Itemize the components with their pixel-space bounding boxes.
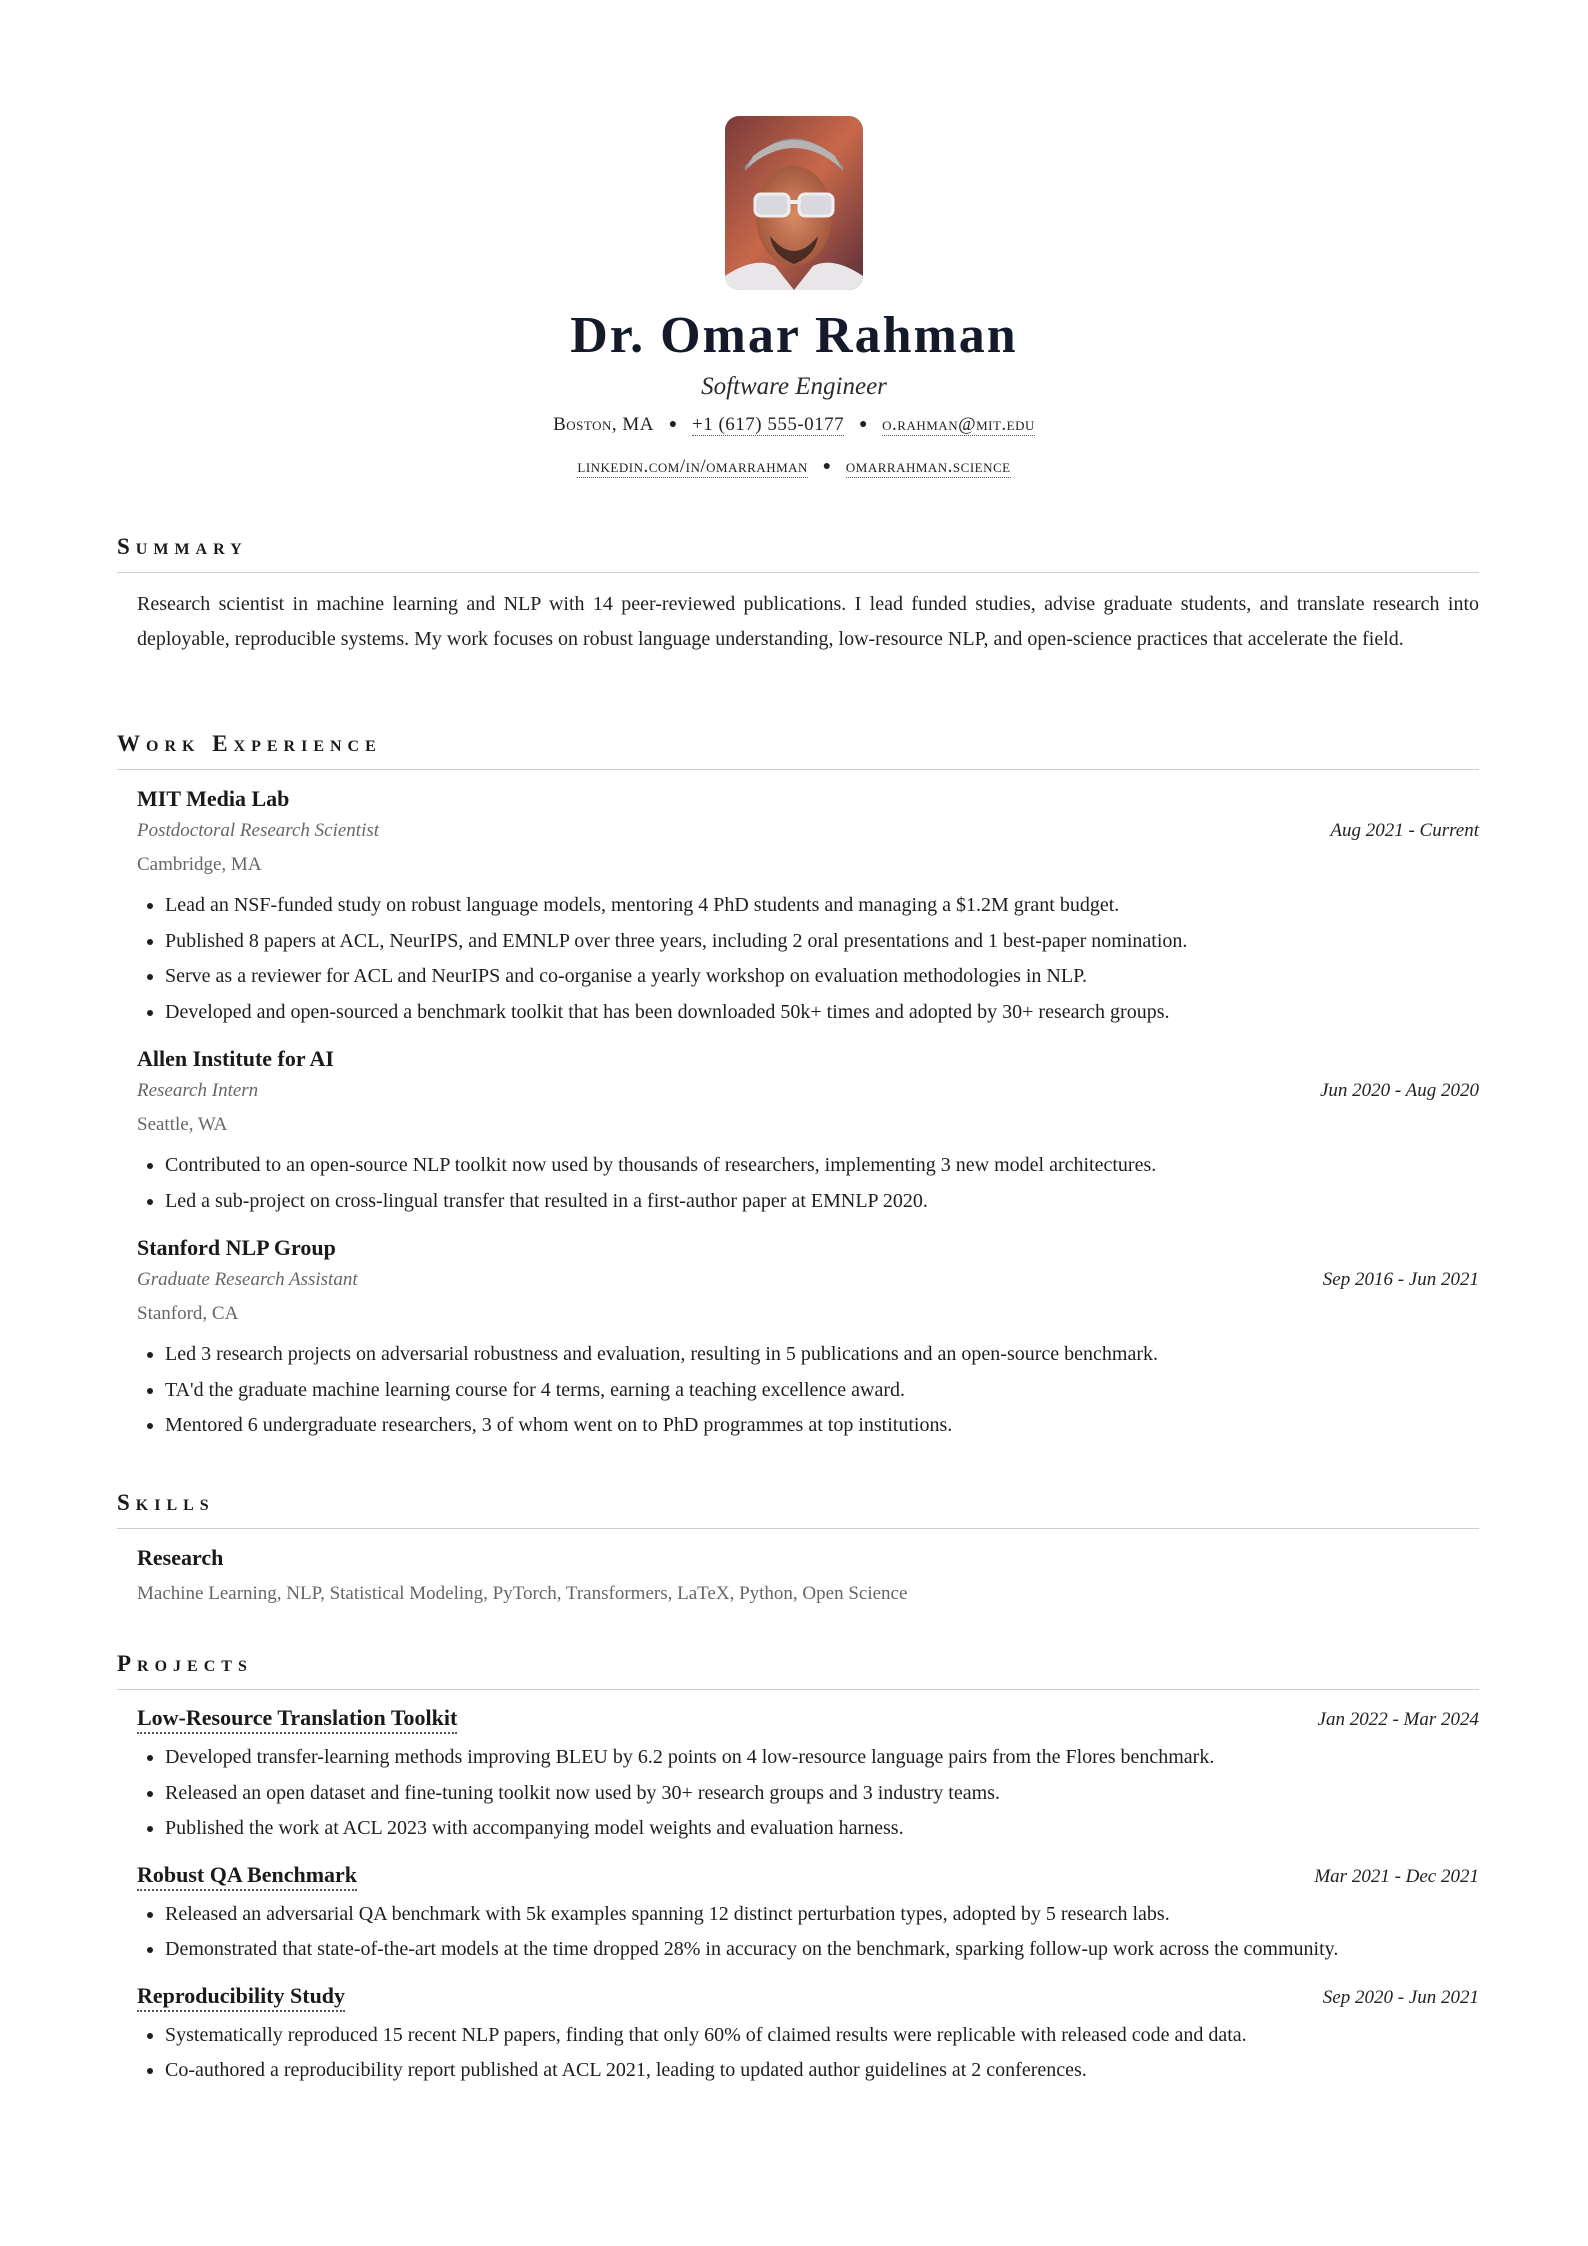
skill-list: Machine Learning, NLP, Statistical Modeling, PyTorch, Transformers, LaTeX, Python, Open Science (137, 1583, 908, 1604)
projects-list (117, 1704, 1479, 2089)
project-entry (137, 1861, 1479, 1968)
project-name-link[interactable]: Low-Resource Translation Toolkit (137, 1704, 457, 1734)
job-location: Cambridge, MA (137, 854, 262, 875)
job-entry (137, 1233, 1479, 1444)
skills-section (117, 1490, 1479, 1609)
project-bullets (137, 1740, 1479, 1847)
bullet-item: • Lead an NSF-funded study on robust language models, mentoring 4 PhD students and managing a $1.2M grant budget. (165, 888, 1479, 924)
bullet-item: • Serve as a reviewer for ACL and NeurIPS and co-organise a yearly workshop on evaluation methodologies in NLP. (165, 959, 1479, 995)
bullet-item: • Released an adversarial QA benchmark with 5k examples spanning 12 distinct perturbation types, adopted by 5 research labs. (165, 1897, 1479, 1933)
project-entry (137, 1982, 1479, 2089)
project-entry (137, 1704, 1479, 1847)
bullet-item: • Co-authored a reproducibility report published at ACL 2021, leading to updated author guidelines at 2 conferences. (165, 2053, 1479, 2089)
section-heading: Work Experience (117, 731, 1479, 770)
bullet-item: • Published 8 papers at ACL, NeurIPS, and EMNLP over three years, including 2 oral presentations and 1 best-paper nomination. (165, 924, 1479, 960)
bullet-item: • Led 3 research projects on adversarial robustness and evaluation, resulting in 5 publications and an open-source benchmark. (165, 1337, 1479, 1373)
project-name-link[interactable]: Robust QA Benchmark (137, 1861, 357, 1891)
section-heading: Summary (117, 534, 1479, 573)
job-location: Seattle, WA (137, 1114, 228, 1135)
job-entry (137, 784, 1479, 1030)
job-date: Aug 2021 - Current (1330, 820, 1479, 841)
section-heading: Skills (117, 1490, 1479, 1529)
bullet-item: • Developed transfer-learning methods improving BLEU by 6.2 points on 4 low-resource language pairs from the Flores benchmark. (165, 1740, 1479, 1776)
project-date: Jan 2022 - Mar 2024 (1317, 1709, 1479, 1730)
project-date: Mar 2021 - Dec 2021 (1314, 1865, 1479, 1887)
separator-dot: ● (822, 459, 832, 474)
location: Boston, MA (553, 414, 655, 435)
bullet-item: • Led a sub-project on cross-lingual transfer that resulted in a first-author paper at EMNLP 2020. (165, 1184, 1479, 1220)
job-date: Jun 2020 - Aug 2020 (1319, 1080, 1479, 1101)
job-role: Graduate Research Assistant (137, 1269, 358, 1290)
job-company: MIT Media Lab (137, 786, 290, 811)
bullet-item: • Published the work at ACL 2023 with accompanying model weights and evaluation harness. (165, 1811, 1479, 1847)
project-bullets (137, 2018, 1479, 2089)
separator-dot: ● (858, 417, 868, 432)
job-role: Research Intern (137, 1080, 259, 1101)
bullet-item: • Mentored 6 undergraduate researchers, 3 of whom went on to PhD programmes at top institutions. (165, 1408, 1479, 1444)
project-bullets (137, 1897, 1479, 1968)
bullet-item: • Released an open dataset and fine-tuning toolkit now used by 30+ research groups and 3 industry teams. (165, 1776, 1479, 1812)
job-location: Stanford, CA (137, 1303, 239, 1324)
job-bullets (137, 1148, 1479, 1219)
project-date: Sep 2020 - Jun 2021 (1322, 1986, 1479, 2008)
jobs-list (117, 784, 1479, 1444)
bullet-item: • Systematically reproduced 15 recent NLP papers, finding that only 60% of claimed results were replicable with released code and data. (165, 2018, 1479, 2054)
bullet-item: • Contributed to an open-source NLP toolkit now used by thousands of researchers, implementing 3 new model architectures. (165, 1148, 1479, 1184)
job-bullets (137, 888, 1479, 1030)
resume-header (0, 0, 1588, 482)
job-bullets (137, 1337, 1479, 1444)
phone-link[interactable]: +1 (617) 555-0177 (691, 414, 845, 435)
skill-category: Research (137, 1545, 224, 1570)
project-name-link[interactable]: Reproducibility Study (137, 1982, 345, 2012)
job-date: Sep 2016 - Jun 2021 (1322, 1269, 1479, 1290)
bullet-item: • TA'd the graduate machine learning course for 4 terms, earning a teaching excellence award. (165, 1373, 1479, 1409)
section-heading: Projects (117, 1651, 1479, 1690)
bullet-item: • Developed and open-sourced a benchmark toolkit that has been downloaded 50k+ times and adopted by 30+ research groups. (165, 995, 1479, 1031)
job-company: Stanford NLP Group (137, 1235, 336, 1260)
projects-section (117, 1651, 1479, 2089)
contact-line-2 (0, 454, 1588, 482)
linkedin-link[interactable]: linkedin.com/in/omarrahman (577, 456, 808, 477)
contact-line-1 (0, 412, 1588, 440)
job-role: Postdoctoral Research Scientist (137, 820, 380, 841)
website-link[interactable]: omarrahman.science (845, 456, 1011, 477)
bullet-item: • Demonstrated that state-of-the-art models at the time dropped 28% in accuracy on the benchmark, sparking follow-up work across the community. (165, 1932, 1479, 1968)
job-entry (137, 1044, 1479, 1219)
work-experience-section (117, 731, 1479, 1444)
summary-section (117, 534, 1479, 657)
job-company: Allen Institute for AI (137, 1046, 334, 1071)
candidate-name: Dr. Omar Rahman (570, 307, 1018, 364)
summary-text: Research scientist in machine learning and NLP with 14 peer-reviewed publications. I lead funded studies, advise graduate students, and translate research into deployable, reproducible systems. My work focuses on robust language understanding, low-resource NLP, and open-science practices that accelerate the field. (137, 593, 1479, 650)
email-link[interactable]: o.rahman@mit.edu (882, 414, 1035, 435)
separator-dot: ● (668, 417, 678, 432)
candidate-title: Software Engineer (701, 373, 887, 400)
profile-photo (725, 116, 863, 290)
